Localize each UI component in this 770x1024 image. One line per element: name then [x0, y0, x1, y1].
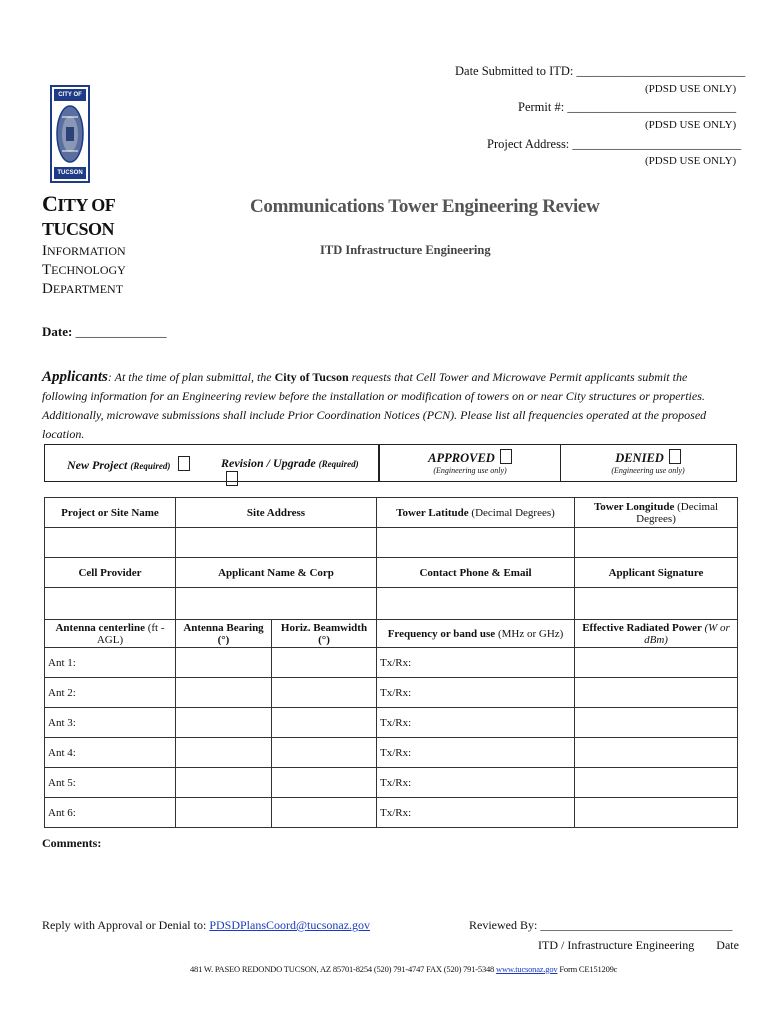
revision-checkbox[interactable]	[226, 471, 238, 486]
logo-bottom-band: TUCSON	[54, 167, 86, 179]
antenna-label[interactable]: Ant 5:	[45, 768, 176, 798]
input-cell[interactable]	[272, 678, 377, 708]
reviewed-by-label: Reviewed By:	[469, 918, 538, 932]
org-city-line: CITY OF	[42, 191, 116, 216]
input-cell[interactable]	[575, 798, 738, 828]
col-header: Site Address	[176, 498, 377, 528]
input-cell[interactable]	[176, 738, 272, 768]
antenna-row	[45, 678, 738, 708]
input-cell[interactable]	[272, 768, 377, 798]
project-type-box	[44, 444, 379, 482]
pdsd-note: (PDSD USE ONLY)	[645, 155, 737, 167]
input-cell[interactable]	[272, 798, 377, 828]
project-address-label: Project Address:	[487, 137, 570, 151]
table-row	[45, 498, 738, 528]
intro-paragraph: Applicants: At the time of plan submittal, the City of Tucson requests that Cell Tower and Microwave Permit applicants submit the following information for an Engineering review before the installation or modification of towers on or near City structures or properties. Additionally, microwave submissions shall include Prior Coordination Notices (PCN). Please list all frequencies operated at the proposed location.	[42, 369, 707, 441]
pdsd-note: (PDSD USE ONLY)	[645, 83, 737, 95]
col-header: Tower Longitude (Decimal Degrees)	[575, 498, 738, 528]
input-cell[interactable]	[45, 588, 176, 620]
txrx-cell[interactable]: Tx/Rx:	[377, 678, 575, 708]
txrx-cell[interactable]: Tx/Rx:	[377, 708, 575, 738]
signature-caption: ITD / Infrastructure Engineering Date	[538, 938, 739, 952]
revision-option[interactable]: Revision / Upgrade (Required)	[221, 456, 378, 488]
input-cell[interactable]	[176, 648, 272, 678]
table-row	[45, 620, 738, 648]
new-project-checkbox[interactable]	[178, 456, 190, 471]
input-cell[interactable]	[176, 588, 377, 620]
input-cell[interactable]	[575, 648, 738, 678]
project-address-row	[487, 137, 741, 152]
org-tucson-line: TUCSON	[42, 219, 115, 239]
pdsd-note: (PDSD USE ONLY)	[645, 119, 737, 131]
input-cell[interactable]	[575, 768, 738, 798]
antenna-label[interactable]: Ant 4:	[45, 738, 176, 768]
input-cell[interactable]	[272, 738, 377, 768]
col-header: Cell Provider	[45, 558, 176, 588]
reply-email-link[interactable]: PDSDPlansCoord@tucsonaz.gov	[209, 918, 371, 932]
antenna-row	[45, 738, 738, 768]
txrx-cell[interactable]: Tx/Rx:	[377, 648, 575, 678]
col-header: Effective Radiated Power (W or dBm)	[575, 620, 738, 648]
col-header: Horiz. Beamwidth (°)	[272, 620, 377, 648]
col-header: Frequency or band use (MHz or GHz)	[377, 620, 575, 648]
input-cell[interactable]	[176, 528, 377, 558]
page-subtitle: ITD Infrastructure Engineering	[320, 243, 491, 257]
col-header: Tower Latitude (Decimal Degrees)	[377, 498, 575, 528]
col-header: Applicant Name & Corp	[176, 558, 377, 588]
permit-row	[518, 100, 736, 115]
approved-checkbox[interactable]	[500, 449, 512, 464]
col-header: Project or Site Name	[45, 498, 176, 528]
col-header: Applicant Signature	[575, 558, 738, 588]
footer-address: 481 W. PASEO REDONDO TUCSON, AZ 85701-8254 (520) 791-4747 FAX (520) 791-5348	[190, 964, 497, 974]
date-submitted-label: Date Submitted to ITD:	[455, 64, 574, 78]
date-field[interactable]: ______________	[75, 324, 167, 339]
date-label: Date:	[42, 324, 73, 339]
reply-label: Reply with Approval or Denial to:	[42, 918, 210, 932]
input-cell[interactable]	[176, 708, 272, 738]
org-department: INFORMATION TECHNOLOGY DEPARTMENT	[42, 243, 126, 297]
input-cell[interactable]	[575, 708, 738, 738]
input-cell[interactable]	[575, 738, 738, 768]
input-cell[interactable]	[176, 798, 272, 828]
denied-checkbox[interactable]	[669, 449, 681, 464]
antenna-row	[45, 798, 738, 828]
logo-top-band: CITY OF	[54, 89, 86, 101]
approved-cell: APPROVED (Engineering use only)	[380, 445, 561, 481]
reply-row	[42, 918, 370, 933]
antenna-label[interactable]: Ant 3:	[45, 708, 176, 738]
input-cell[interactable]	[45, 528, 176, 558]
new-project-option[interactable]: New Project (Required)	[67, 456, 190, 473]
org-name	[42, 192, 115, 241]
antenna-row	[45, 648, 738, 678]
approved-option[interactable]: APPROVED	[380, 449, 560, 466]
footer	[190, 964, 617, 974]
antenna-label[interactable]: Ant 1:	[45, 648, 176, 678]
date-submitted-field[interactable]: ___________________________	[576, 64, 746, 78]
txrx-cell[interactable]: Tx/Rx:	[377, 768, 575, 798]
city-seal-logo	[50, 85, 90, 183]
table-row	[45, 558, 738, 588]
engineering-decision-box	[379, 444, 737, 482]
seal-graphic	[55, 103, 85, 165]
col-header: Antenna centerline (ft - AGL)	[45, 620, 176, 648]
input-cell[interactable]	[272, 708, 377, 738]
input-cell[interactable]	[176, 678, 272, 708]
footer-website-link[interactable]: www.tucsonaz.gov	[496, 964, 558, 974]
antenna-label[interactable]: Ant 2:	[45, 678, 176, 708]
denied-cell: DENIED (Engineering use only)	[560, 445, 736, 481]
permit-field[interactable]: ___________________________	[567, 100, 737, 114]
input-cell[interactable]	[575, 678, 738, 708]
txrx-cell[interactable]: Tx/Rx:	[377, 798, 575, 828]
antenna-row	[45, 768, 738, 798]
col-header: Antenna Bearing (°)	[176, 620, 272, 648]
table-row	[45, 528, 738, 558]
input-cell[interactable]	[377, 528, 575, 558]
permit-label: Permit #:	[518, 100, 565, 114]
txrx-cell[interactable]: Tx/Rx:	[377, 738, 575, 768]
col-header: Contact Phone & Email	[377, 558, 575, 588]
input-cell[interactable]	[176, 768, 272, 798]
reviewed-by-field[interactable]: ________________________________	[540, 918, 733, 932]
input-cell[interactable]	[377, 588, 575, 620]
denied-option[interactable]: DENIED	[560, 449, 736, 466]
antenna-label[interactable]: Ant 6:	[45, 798, 176, 828]
footer-form-id: Form CE151209c	[557, 964, 618, 974]
antenna-row	[45, 708, 738, 738]
date-submitted-row	[455, 64, 745, 79]
comments-label: Comments:	[42, 836, 102, 850]
project-address-field[interactable]: ___________________________	[572, 137, 742, 151]
input-cell[interactable]	[272, 648, 377, 678]
date-row	[42, 324, 167, 340]
input-cell[interactable]	[575, 588, 738, 620]
reviewed-by-row	[469, 918, 732, 933]
input-cell[interactable]	[575, 528, 738, 558]
page-title: Communications Tower Engineering Review	[250, 196, 600, 217]
table-row	[45, 588, 738, 620]
tower-info-table	[44, 497, 738, 828]
